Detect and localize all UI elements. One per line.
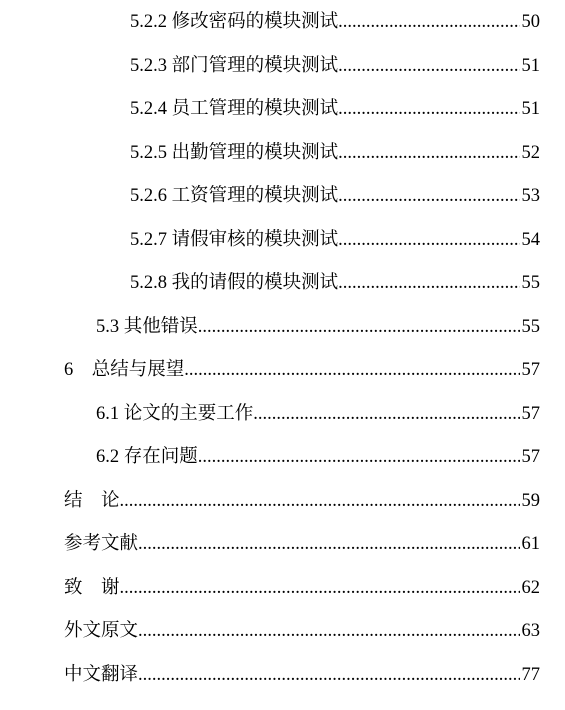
toc-entry-label: 5.3 其他错误 <box>96 317 198 337</box>
toc-page-number: 62 <box>521 578 540 598</box>
toc-entry-label: 5.2.5 出勤管理的模块测试 <box>130 143 339 163</box>
toc-entry-acknowledgements[interactable] <box>64 576 540 600</box>
toc-dot-leader <box>184 358 519 382</box>
toc-entry-5-2-4[interactable] <box>130 97 540 121</box>
toc-dot-leader <box>338 184 519 208</box>
toc-entry-label: 结 论 <box>64 491 120 511</box>
toc-page-number: 55 <box>521 273 540 293</box>
toc-entry-label: 5.2.2 修改密码的模块测试 <box>130 12 339 32</box>
toc-entry-references[interactable] <box>64 532 540 556</box>
toc-entry-5-2-3[interactable] <box>130 54 540 78</box>
toc-page-number: 59 <box>521 491 540 511</box>
toc-dot-leader <box>338 10 519 34</box>
toc-page-number: 61 <box>521 534 540 554</box>
toc-dot-leader <box>338 97 519 121</box>
toc-dot-leader <box>198 445 520 469</box>
toc-dot-leader <box>120 576 520 600</box>
toc-entry-chinese-translation[interactable] <box>64 663 540 687</box>
toc-page-number: 55 <box>521 317 540 337</box>
toc-page-number: 63 <box>521 621 540 641</box>
toc-entry-5-3[interactable] <box>96 315 540 339</box>
toc-page-number: 52 <box>521 143 540 163</box>
toc-dot-leader <box>198 315 520 339</box>
toc-entry-label: 5.2.7 请假审核的模块测试 <box>130 230 339 250</box>
toc-entry-label: 5.2.4 员工管理的模块测试 <box>130 99 339 119</box>
toc-entry-label: 6.1 论文的主要工作 <box>96 404 254 424</box>
toc-entry-5-2-6[interactable] <box>130 184 540 208</box>
toc-page-number: 53 <box>521 186 540 206</box>
toc-entry-6-1[interactable] <box>96 402 540 426</box>
toc-dot-leader <box>138 663 519 687</box>
toc-page-number: 77 <box>521 665 540 685</box>
toc-entry-5-2-8[interactable] <box>130 271 540 295</box>
toc-page-number: 51 <box>521 56 540 76</box>
toc-entry-label: 5.2.6 工资管理的模块测试 <box>130 186 339 206</box>
toc-dot-leader <box>338 141 519 165</box>
toc-dot-leader <box>338 54 519 78</box>
toc-entry-label: 5.2.3 部门管理的模块测试 <box>130 56 339 76</box>
toc-page-number: 57 <box>521 404 540 424</box>
toc-dot-leader <box>253 402 519 426</box>
toc-dot-leader <box>338 228 519 252</box>
toc-dot-leader <box>338 271 519 295</box>
toc-entry-label: 外文原文 <box>64 621 139 641</box>
toc-entry-label: 5.2.8 我的请假的模块测试 <box>130 273 339 293</box>
toc-entry-conclusion[interactable] <box>64 489 540 513</box>
toc-entry-foreign-original[interactable] <box>64 619 540 643</box>
toc-page-number: 57 <box>521 447 540 467</box>
toc-page-number: 50 <box>521 12 540 32</box>
toc-entry-6[interactable] <box>64 358 540 382</box>
toc-entry-label: 6 总结与展望 <box>64 360 185 380</box>
toc-dot-leader <box>120 489 520 513</box>
toc-entry-label: 参考文献 <box>64 534 139 554</box>
toc-entry-label: 6.2 存在问题 <box>96 447 198 467</box>
toc-entry-label: 致 谢 <box>64 578 120 598</box>
toc-page-number: 57 <box>521 360 540 380</box>
toc-dot-leader <box>138 619 519 643</box>
toc-entry-label: 中文翻译 <box>64 665 139 685</box>
toc-dot-leader <box>138 532 519 556</box>
toc-entry-5-2-5[interactable] <box>130 141 540 165</box>
toc-entry-5-2-2[interactable] <box>130 10 540 34</box>
toc-page-number: 54 <box>521 230 540 250</box>
toc-page-number: 51 <box>521 99 540 119</box>
toc-entry-5-2-7[interactable] <box>130 228 540 252</box>
toc-entry-6-2[interactable] <box>96 445 540 469</box>
